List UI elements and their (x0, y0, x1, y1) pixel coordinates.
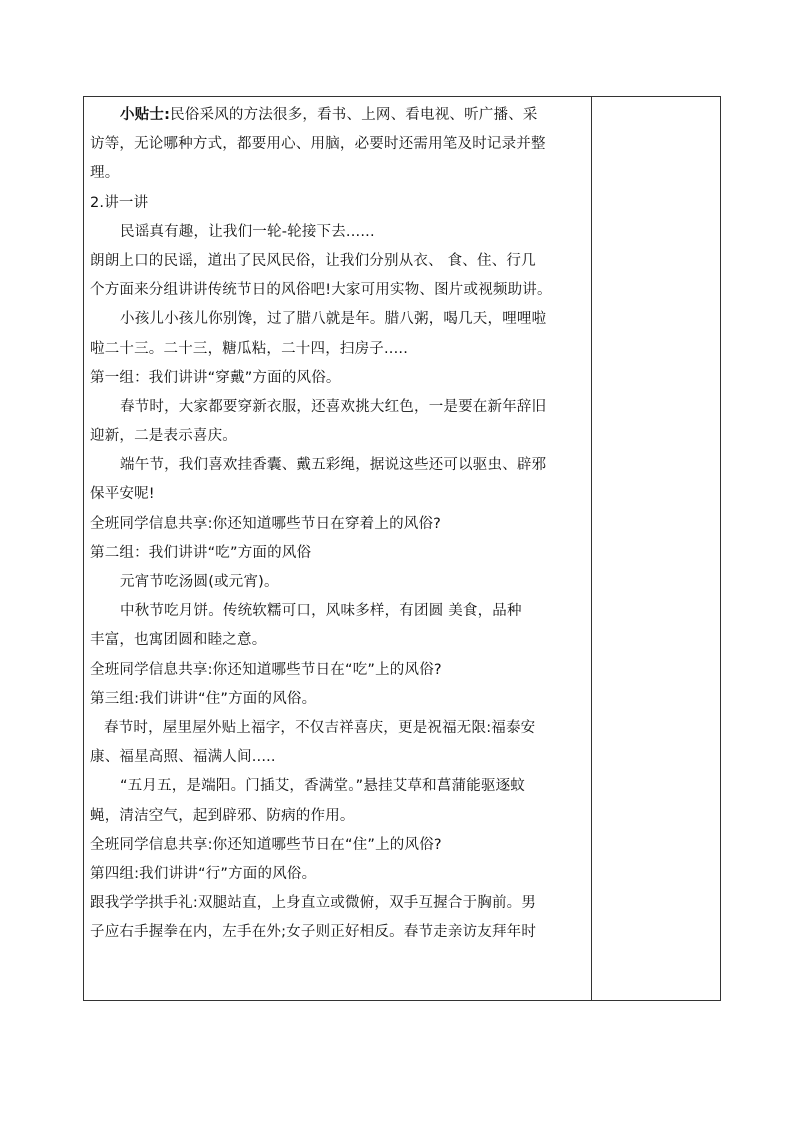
side-notes-cell (592, 97, 720, 1000)
group-heading: 第二组：我们讲讲“吃”方面的风俗 (90, 544, 312, 561)
share-line: 全班同学信息共享:你还知道哪些节日在穿着上的风俗? (90, 515, 442, 532)
text-line: 迎新，二是表示喜庆。 (90, 428, 237, 445)
lesson-table (83, 96, 721, 1001)
text-line: 子应右手握拳在内，左手在外;女子则正好相反。春节走亲访友拜年时 (90, 924, 537, 941)
text-line: 康、福星高照、福满人间..... (90, 749, 276, 766)
group-heading: 第一组：我们讲讲“穿戴”方面的风俗。 (90, 369, 341, 386)
section-heading: 2.讲一讲 (90, 194, 149, 211)
text-line: 民谣真有趣，让我们一轮-轮接下去...... (120, 223, 375, 240)
tip-line-3: 理。 (90, 165, 120, 182)
text-line: “五月五，是端阳。门插艾，香满堂。”悬挂艾草和菖蒲能驱逐蚊 (120, 778, 526, 795)
main-content-cell (84, 97, 592, 1000)
text-line: 春节时，大家都要穿新衣服，还喜欢挑大红色，一是要在新年辞旧 (120, 398, 547, 415)
tip-line-1 (90, 101, 588, 130)
share-line: 全班同学信息共享:你还知道哪些节日在“吃”上的风俗? (90, 661, 442, 678)
text-line: 端午节，我们喜欢挂香囊、戴五彩绳，据说这些还可以驱虫、辟邪 (120, 457, 547, 474)
text-line: 朗朗上口的民谣，道出了民风民俗，让我们分别从衣、 食、住、行几 (90, 252, 536, 269)
group-heading: 第四组:我们讲讲“行”方面的风俗。 (90, 865, 317, 882)
text-line: 春节时，屋里屋外贴上福字，不仅吉祥喜庆，更是祝福无限:福泰安 (104, 719, 536, 736)
text-line: 元宵节吃汤圆(或元宵)。 (120, 574, 279, 590)
group-heading: 第三组:我们讲讲“住”方面的风俗。 (90, 690, 317, 707)
tip-line-2: 访等，无论哪种方式，都要用心、用脑，必要时还需用笔及时记录并整 (90, 136, 546, 153)
text-line: 蝇，清洁空气，起到辟邪、防病的作用。 (90, 807, 355, 824)
text-line: 保平安呢! (90, 486, 155, 503)
text-line: 跟我学学拱手礼:双腿站直，上身直立或微俯，双手互握合于胸前。男 (90, 895, 537, 912)
text-line: 个方面来分组讲讲传统节日的风俗吧!大家可用实物、图片或视频助讲。 (90, 282, 552, 299)
tip-text: 民俗采风的方法很多，看书、上网、看电视、听广播、采 (170, 107, 538, 123)
tip-label: 小贴士: (120, 107, 171, 123)
text-line: 丰富，也寓团圆和睦之意。 (90, 632, 267, 649)
text-line: 啦二十三。二十三，糖瓜粘，二十四，扫房子..... (90, 340, 409, 357)
text-line: 小孩儿小孩儿你别馋，过了腊八就是年。腊八粥，喝几天，哩哩啦 (120, 311, 547, 328)
share-line: 全班同学信息共享:你还知道哪些节日在“住”上的风俗? (90, 836, 442, 853)
text-line: 中秋节吃月饼。传统软糯可口，风味多样，有团圆 美食，品种 (120, 603, 522, 620)
